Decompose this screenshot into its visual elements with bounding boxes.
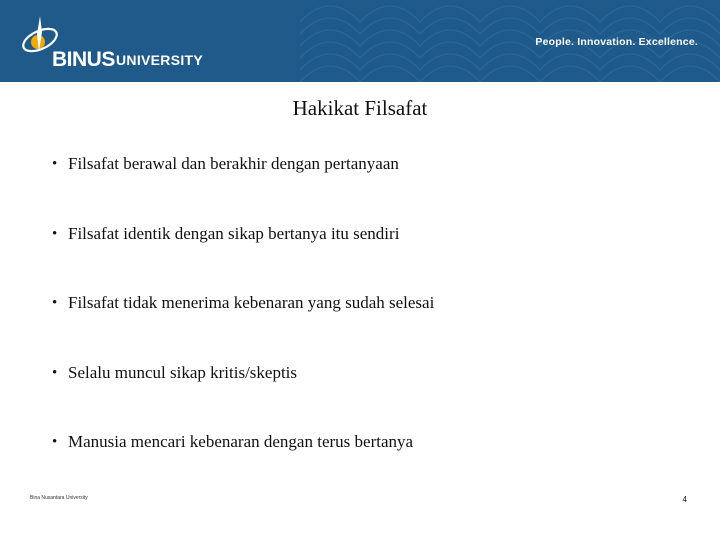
bullet-dot: • (52, 295, 58, 311)
bullet-item (52, 152, 692, 222)
bullet-text: Filsafat berawal dan berakhir dengan pertanyaan (68, 154, 399, 173)
bullet-item (52, 361, 692, 431)
bullet-item (52, 430, 692, 500)
bullet-dot: • (52, 225, 58, 242)
bullet-dot: • (52, 434, 58, 450)
slide-title (0, 96, 720, 121)
bullet-item (52, 222, 692, 292)
slide-title-text: Hakikat Filsafat (292, 96, 428, 120)
bullet-text: Filsafat tidak menerima kebenaran yang sudah selesai (68, 293, 435, 312)
brand-subtitle: UNIVERSITY (116, 52, 204, 68)
page-number: 4 (682, 495, 687, 504)
bullet-dot: • (52, 364, 58, 381)
bullet-text: Selalu muncul sikap kritis/skeptis (68, 362, 298, 382)
binus-logo (18, 12, 218, 76)
bullet-text: Manusia mencari kebenaran dengan terus bertanya (68, 432, 414, 451)
brand-name: BINUS (52, 48, 115, 71)
header-banner (0, 0, 720, 82)
tagline: People. Innovation. Excellence. (535, 36, 698, 48)
bullet-item (52, 291, 692, 361)
bullet-text: Filsafat identik dengan sikap bertanya itu sendiri (68, 223, 400, 243)
bullet-list (52, 152, 692, 500)
bullet-dot: • (52, 156, 58, 172)
footer-copyright: Bina Nusantara University (30, 495, 88, 501)
